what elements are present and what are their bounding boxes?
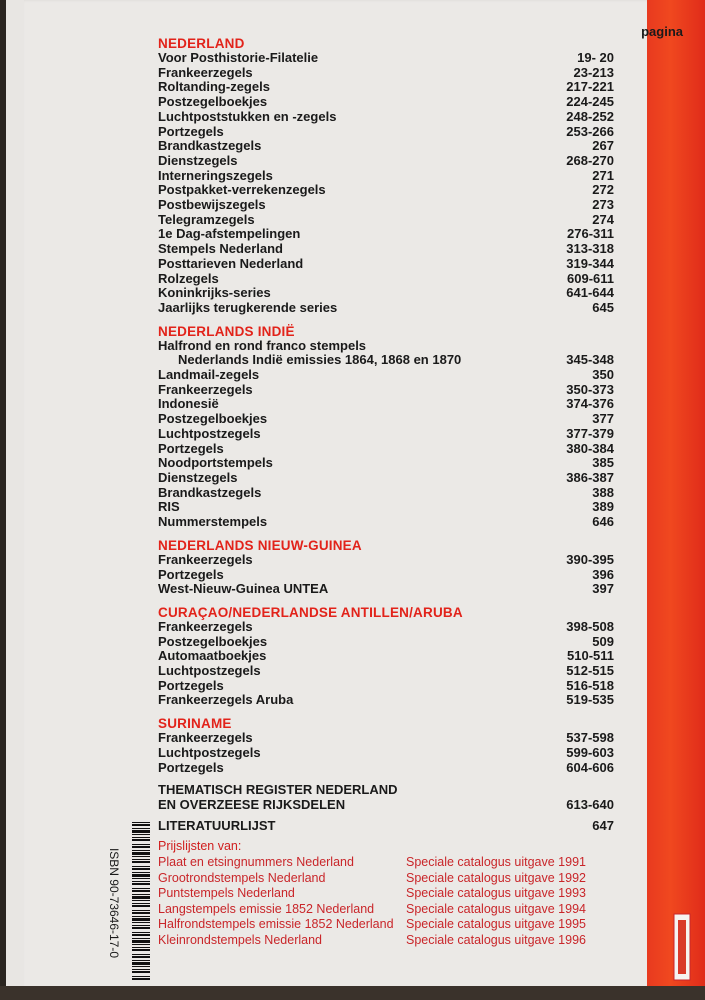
barcode-bar (132, 874, 150, 877)
toc-row (158, 397, 614, 412)
barcode-bar (132, 918, 150, 921)
toc-row-pages: 217-221 (566, 79, 614, 95)
toc-row-pages: 641-644 (566, 285, 614, 301)
toc-row (158, 154, 614, 169)
barcode-bar (132, 960, 150, 961)
toc-row-pages: 380-384 (566, 440, 614, 456)
toc-row-label: Postzegelboekjes (158, 411, 268, 427)
toc-row-label: Frankeerzegels (158, 64, 253, 80)
thematisch-row (158, 798, 614, 813)
toc-row-label: Postpakket-verrekenzegels (158, 182, 326, 198)
toc-row-pages: 268-270 (566, 152, 614, 168)
barcode-bar (132, 834, 150, 835)
toc-row (158, 383, 614, 398)
barcode-bar (132, 894, 150, 895)
toc-row-label: 1e Dag-afstempelingen (158, 226, 301, 242)
toc-row-label: Roltanding-zegels (158, 79, 270, 95)
toc-row-pages: 23-213 (573, 64, 614, 80)
toc-row (158, 582, 614, 597)
toc-row-label: Frankeerzegels (158, 381, 253, 397)
barcode-bar (132, 916, 150, 917)
price-list-name: Kleinrondstempels Nederland (158, 932, 322, 947)
toc-row (158, 139, 614, 154)
toc-row (158, 635, 614, 650)
barcode-bar (132, 846, 150, 848)
toc-row-label: Luchtpostzegels (158, 744, 261, 760)
toc-row (158, 183, 614, 198)
toc-row-label: West-Nieuw-Guinea UNTEA (158, 581, 329, 597)
barcode-bar (132, 932, 150, 933)
price-list-edition: Speciale catalogus uitgave 1996 (406, 932, 586, 947)
toc-row-pages: 509 (592, 633, 614, 649)
toc-row-pages: 319-344 (566, 255, 614, 271)
toc-row (158, 286, 614, 301)
toc-row (158, 679, 614, 694)
toc-row (158, 339, 614, 354)
barcode-bar (132, 890, 150, 892)
toc-row-pages: 19- 20 (577, 50, 614, 65)
price-list-edition: Speciale catalogus uitgave 1993 (406, 886, 586, 901)
toc-row-label: Postzegelboekjes (158, 94, 268, 110)
toc-row-pages: 374-376 (566, 396, 614, 412)
price-list-row (158, 933, 614, 949)
barcode-bar (132, 844, 150, 845)
red-spine-edge (647, 0, 705, 1000)
toc-row-pages: 350-373 (566, 381, 614, 397)
barcode-bar (132, 883, 150, 885)
barcode-bar (132, 859, 150, 860)
toc-row (158, 746, 614, 761)
toc-row-label: Automaatboekjes (158, 648, 267, 664)
toc-row-pages: 248-252 (566, 108, 614, 124)
literatuur-pages: 647 (592, 817, 614, 833)
price-list-row (158, 902, 614, 918)
toc-row-label: Nederlands Indië emissies 1864, 1868 en 1870 (178, 352, 462, 368)
barcode-bar (132, 954, 150, 955)
toc-row-pages: 398-508 (566, 618, 614, 634)
toc-row-pages: 313-318 (566, 241, 614, 257)
toc-row-label: Jaarlijks terugkerende series (158, 299, 338, 315)
price-list-edition: Speciale catalogus uitgave 1992 (406, 870, 586, 885)
toc-row-pages: 390-395 (566, 551, 614, 567)
toc-row-label: Halfrond en rond franco stempels (158, 337, 367, 353)
toc-row (158, 731, 614, 746)
toc-row-label: Interneringszegels (158, 167, 273, 183)
toc-row-pages: 273 (592, 197, 614, 213)
toc-row (158, 553, 614, 568)
toc-row (158, 353, 614, 368)
toc-row-pages: 510-511 (567, 648, 614, 664)
toc-row (158, 257, 614, 272)
thematisch-line1: THEMATISCH REGISTER NEDERLAND (158, 782, 398, 798)
barcode-bar (132, 888, 150, 889)
barcode-bar (132, 872, 150, 873)
toc-row-label: Dienstzegels (158, 152, 238, 168)
toc-row (158, 649, 614, 664)
toc-row-label: Frankeerzegels (158, 730, 253, 746)
barcode-bar (132, 828, 150, 829)
barcode-bar (132, 978, 150, 980)
toc-row-pages: 537-598 (566, 730, 614, 746)
toc-row-pages: 386-387 (566, 469, 614, 485)
barcode-bar (132, 903, 150, 904)
price-list-name: Grootrondstempels Nederland (158, 870, 326, 885)
toc-row-pages: 512-515 (566, 663, 614, 679)
toc-row (158, 761, 614, 776)
barcode-bar (132, 938, 150, 939)
barcode-bar (132, 830, 150, 833)
barcode-bar (132, 866, 150, 867)
toc-row-pages: 599-603 (566, 744, 614, 760)
toc-row-pages: 345-348 (566, 352, 614, 368)
toc-row-pages: 267 (592, 138, 614, 154)
toc-row-label: Portzegels (158, 123, 224, 139)
toc-row-label: Telegramzegels (158, 211, 255, 227)
toc-row-pages: 609-611 (567, 270, 614, 286)
toc-row (158, 568, 614, 583)
toc-row-label: Brandkastzegels (158, 484, 262, 500)
barcode-bar (132, 881, 150, 882)
barcode-bar (132, 922, 150, 923)
toc-row (158, 515, 614, 530)
barcode-bar (132, 962, 150, 965)
toc-row-label: RIS (158, 499, 180, 515)
toc-row (158, 412, 614, 427)
barcode (132, 820, 150, 985)
pagina-header: pagina (641, 24, 683, 39)
toc-row-label: Frankeerzegels (158, 551, 253, 567)
toc-row (158, 368, 614, 383)
toc-row-label: Postbewijszegels (158, 197, 266, 213)
toc-row-label: Nummerstempels (158, 514, 268, 530)
barcode-bar (132, 861, 150, 863)
barcode-bar (132, 925, 150, 926)
toc-row (158, 620, 614, 635)
toc-row-pages: 396 (592, 566, 614, 582)
barcode-bar (132, 856, 150, 857)
price-list-edition: Speciale catalogus uitgave 1995 (406, 917, 586, 932)
barcode-bar (132, 837, 150, 838)
toc-row-label: Stempels Nederland (158, 241, 283, 257)
toc-row-label: Luchtpostzegels (158, 425, 261, 441)
literatuur-row (158, 819, 614, 834)
barcode-bar (132, 934, 150, 936)
barcode-bar (132, 971, 150, 973)
toc-row-label: Portzegels (158, 440, 224, 456)
toc-row (158, 125, 614, 140)
price-list-edition: Speciale catalogus uitgave 1991 (406, 854, 586, 869)
toc-row (158, 456, 614, 471)
barcode-bar (132, 944, 150, 945)
toc-row-pages: 271 (592, 167, 614, 183)
barcode-bar (132, 969, 150, 970)
barcode-bar (132, 949, 150, 951)
section-title: NEDERLANDS NIEUW-GUINEA (158, 537, 362, 553)
toc-row (158, 301, 614, 316)
bottom-shadow (0, 986, 705, 1000)
price-list-name: Langstempels emissie 1852 Nederland (158, 901, 375, 916)
toc-row-label: Postzegelboekjes (158, 633, 268, 649)
barcode-bar (132, 976, 150, 977)
toc-row-label: Portzegels (158, 677, 224, 693)
price-list-row (158, 855, 614, 871)
toc-row-label: Frankeerzegels (158, 618, 253, 634)
price-list-row (158, 886, 614, 902)
toc-row (158, 486, 614, 501)
price-lists-heading: Prijslijsten van: (158, 839, 242, 854)
price-list-name: Halfrondstempels emissie 1852 Nederland (158, 917, 394, 932)
toc-row (158, 95, 614, 110)
thematisch-line2: EN OVERZEESE RIJKSDELEN (158, 796, 346, 812)
barcode-bar (132, 850, 150, 851)
toc-row (158, 500, 614, 515)
section-gap (158, 530, 614, 538)
toc-row-label: Landmail-zegels (158, 367, 260, 383)
section-title: CURAÇAO/NEDERLANDSE ANTILLEN/ARUBA (158, 604, 463, 620)
toc-row-pages: 519-535 (566, 692, 614, 708)
toc-row (158, 80, 614, 95)
toc-row-pages: 224-245 (566, 94, 614, 110)
barcode-bar (132, 852, 150, 855)
toc-row-pages: 276-311 (567, 226, 614, 242)
toc-row (158, 66, 614, 81)
toc-row-pages: 350 (592, 367, 614, 383)
toc-row (158, 471, 614, 486)
barcode-bar (132, 824, 150, 826)
barcode-bar (132, 910, 150, 911)
toc-row-label: Rolzegels (158, 270, 219, 286)
toc-row-pages: 272 (592, 182, 614, 198)
toc-row (158, 693, 614, 708)
toc-row (158, 242, 614, 257)
literatuur-label: LITERATUURLIJST (158, 817, 276, 833)
price-list-name: Plaat en etsingnummers Nederland (158, 854, 354, 869)
toc-row (158, 198, 614, 213)
toc-row-pages: 389 (592, 499, 614, 515)
toc-row-label: Voor Posthistorie-Filatelie (158, 50, 319, 65)
toc-row-label: Koninkrijks-series (158, 285, 271, 301)
barcode-bar (132, 940, 150, 943)
price-list-edition: Speciale catalogus uitgave 1994 (406, 901, 586, 916)
barcode-bar (132, 900, 150, 901)
publisher-logo-icon (671, 912, 693, 982)
toc-row-pages: 388 (592, 484, 614, 500)
price-list-row (158, 871, 614, 887)
toc-row-label: Portzegels (158, 566, 224, 582)
toc-row-label: Portzegels (158, 759, 224, 775)
thematisch-pages: 613-640 (566, 796, 614, 812)
toc-row-label: Indonesië (158, 396, 219, 412)
toc-row (158, 227, 614, 242)
section-title: SURINAME (158, 716, 232, 732)
barcode-bar (132, 912, 150, 914)
toc-row-pages: 646 (592, 514, 614, 530)
toc-row-label: Frankeerzegels Aruba (158, 692, 294, 708)
table-of-contents (158, 36, 614, 949)
section-gap (158, 708, 614, 716)
price-list-row (158, 917, 614, 933)
section-title: NEDERLANDS INDIË (158, 323, 295, 339)
toc-row-pages: 377 (592, 411, 614, 427)
toc-row (158, 272, 614, 287)
price-list-name: Puntstempels Nederland (158, 886, 295, 901)
toc-row-pages: 377-379 (566, 425, 614, 441)
toc-row-pages: 604-606 (566, 759, 614, 775)
toc-row-pages: 253-266 (566, 123, 614, 139)
toc-row (158, 213, 614, 228)
section-gap (158, 316, 614, 324)
barcode-bar (132, 956, 150, 958)
toc-row-pages: 385 (592, 455, 614, 471)
toc-row-label: Posttarieven Nederland (158, 255, 304, 271)
toc-row-pages: 516-518 (566, 677, 614, 693)
toc-row (158, 442, 614, 457)
section-gap (158, 597, 614, 605)
barcode-bar (132, 896, 150, 899)
barcode-bar (132, 966, 150, 967)
toc-row-label: Brandkastzegels (158, 138, 262, 154)
toc-row-pages: 645 (592, 299, 614, 315)
toc-row (158, 51, 614, 66)
barcode-bar (132, 927, 150, 929)
barcode-bar (132, 947, 150, 948)
barcode-bar (132, 878, 150, 879)
barcode-bar (132, 905, 150, 907)
section-title: NEDERLAND (158, 36, 245, 51)
toc-row (158, 664, 614, 679)
barcode-bar (132, 868, 150, 870)
toc-row (158, 427, 614, 442)
toc-row-label: Dienstzegels (158, 469, 238, 485)
toc-row-pages: 274 (592, 211, 614, 227)
toc-row-pages: 397 (592, 581, 614, 597)
price-lists (158, 839, 614, 948)
barcode-bar (132, 822, 150, 823)
toc-row-label: Luchtpostzegels (158, 663, 261, 679)
toc-row (158, 169, 614, 184)
toc-row-label: Luchtpoststukken en -zegels (158, 108, 337, 124)
barcode-bar (132, 839, 150, 841)
toc-row-label: Noodportstempels (158, 455, 273, 471)
toc-row (158, 110, 614, 125)
